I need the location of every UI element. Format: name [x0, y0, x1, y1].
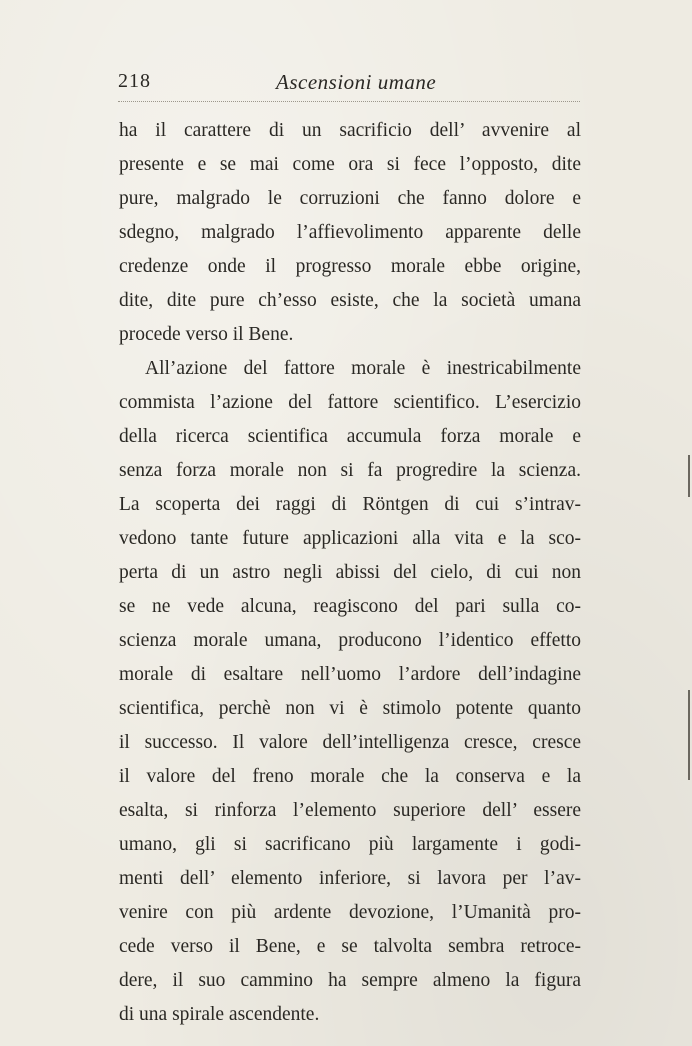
text-line: menti dell’ elemento inferiore, si lavora per l’av-	[119, 868, 581, 889]
text-line: dite, dite pure ch’esso esiste, che la società umana	[119, 290, 581, 311]
text-line: cede verso il Bene, e se talvolta sembra retroce-	[119, 936, 581, 957]
text-line: senza forza morale non si fa progredire la scienza.	[119, 460, 581, 481]
text-line: All’azione del fattore morale è inestricabilmente	[145, 358, 581, 379]
text-line: umano, gli si sacrificano più largamente i godi-	[119, 834, 581, 855]
text-line: il successo. Il valore dell’intelligenza cresce, cresce	[119, 732, 581, 753]
page-number: 218	[118, 70, 151, 92]
text-line: se ne vede alcuna, reagiscono del pari sulla co-	[119, 596, 581, 617]
text-line: scienza morale umana, producono l’identico effetto	[119, 630, 581, 651]
text-line: venire con più ardente devozione, l’Umanità pro-	[119, 902, 581, 923]
text-line: vedono tante future applicazioni alla vita e la sco-	[119, 528, 581, 549]
text-line: ha il carattere di un sacrificio dell’ avvenire al	[119, 120, 581, 141]
text-line: della ricerca scientifica accumula forza morale e	[119, 426, 581, 447]
text-line: credenze onde il progresso morale ebbe origine,	[119, 256, 581, 277]
text-line: esalta, si rinforza l’elemento superiore dell’ essere	[119, 800, 581, 821]
text-line: scientifica, perchè non vi è stimolo potente quanto	[119, 698, 581, 719]
text-line: dere, il suo cammino ha sempre almeno la figura	[119, 970, 581, 991]
text-line: di una spirale ascendente.	[119, 1004, 320, 1025]
running-head	[118, 70, 580, 100]
running-title: Ascensioni umane	[276, 70, 437, 94]
text-line: presente e se mai come ora si fece l’opposto, dite	[119, 154, 581, 175]
text-line: perta di un astro negli abissi del cielo, di cui non	[119, 562, 581, 583]
text-line: sdegno, malgrado l’affievolimento apparente delle	[119, 222, 581, 243]
text-line: commista l’azione del fattore scientifico. L’esercizio	[119, 392, 581, 413]
text-line: pure, malgrado le corruzioni che fanno dolore e	[119, 188, 581, 209]
text-line: La scoperta dei raggi di Röntgen di cui s’intrav-	[119, 494, 581, 515]
page-edge-mark	[688, 690, 690, 780]
text-line: morale di esaltare nell’uomo l’ardore dell’indagine	[119, 664, 581, 685]
text-line: procede verso il Bene.	[119, 324, 294, 345]
page-edge-mark	[688, 455, 690, 497]
body-text	[119, 114, 581, 1032]
header-divider	[118, 101, 580, 102]
text-line: il valore del freno morale che la conserva e la	[119, 766, 581, 787]
